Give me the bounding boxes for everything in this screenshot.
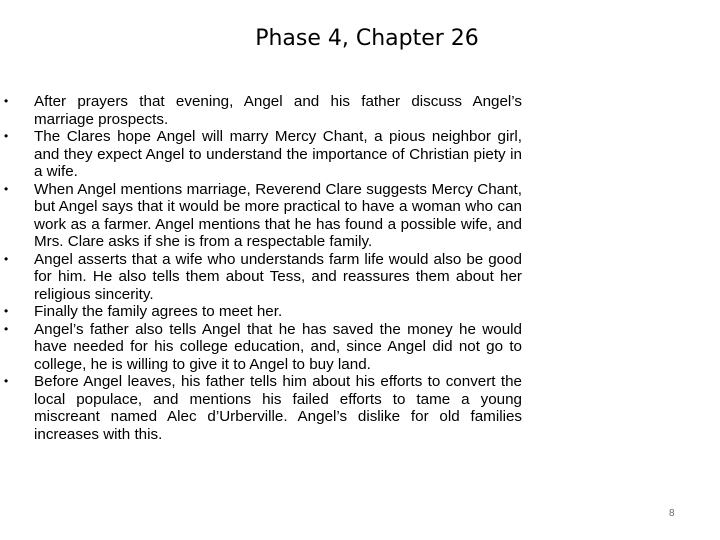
bullet-text: Before Angel leaves, his father tells him about his efforts to convert the local populace, and mentions his failed efforts to tame a young miscreant named Alec d’Urberville. Angel’s dislike for old families increases with this. (34, 373, 522, 443)
bullet-item (0, 251, 522, 304)
bullet-dot-icon: • (4, 94, 9, 108)
bullet-item (0, 321, 522, 374)
bullet-dot-icon: • (4, 304, 9, 318)
bullet-text: After prayers that evening, Angel and his father discuss Angel’s marriage prospects. (34, 93, 522, 128)
bullet-item (0, 303, 522, 321)
bullet-dot-icon: • (4, 181, 9, 196)
slide-title: Phase 4, Chapter 26 (255, 26, 479, 51)
bullet-text: Angel’s father also tells Angel that he has saved the money he would have needed for his college education, and, since Angel did not go to college, he is willing to give it to Angel to buy land. (34, 320, 522, 373)
bullet-dot-icon: • (4, 251, 9, 266)
bullet-list (0, 93, 720, 443)
bullet-dot-icon: • (4, 321, 9, 336)
bullet-text: The Clares hope Angel will marry Mercy Chant, a pious neighbor girl, and they expect Angel to understand the importance of Christian piety in a wife. (34, 128, 522, 180)
bullet-text: Angel asserts that a wife who understands farm life would also be good for him. He also tells them about Tess, and reassures them about her religious sincerity. (34, 250, 522, 303)
bullet-text: Finally the family agrees to meet her. (34, 303, 283, 320)
bullet-item (0, 373, 522, 443)
page-number: 8 (669, 508, 675, 519)
bullet-text: When Angel mentions marriage, Reverend Clare suggests Mercy Chant, but Angel says that it would be more practical to have a woman who can work as a farmer. Angel mentions that he has found a possible wife, and Mrs. Clare asks if she is from a respectable family. (34, 180, 522, 250)
bullet-dot-icon: • (4, 129, 9, 143)
bullet-dot-icon: • (4, 374, 9, 388)
bullet-item (0, 128, 522, 181)
bullet-item (0, 93, 522, 128)
bullet-item (0, 181, 522, 251)
